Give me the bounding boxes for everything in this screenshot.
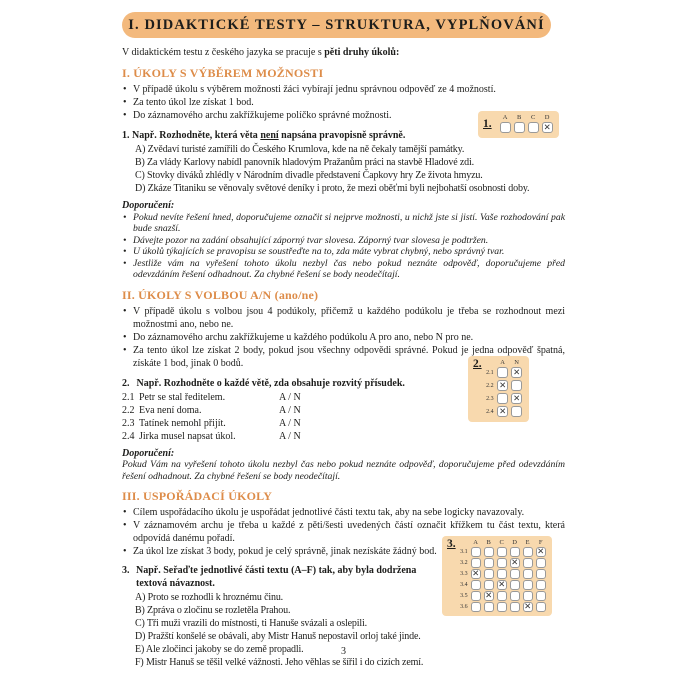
answer-checkbox[interactable] <box>528 122 539 133</box>
bullet-item: • Cílem uspořádacího úkolu je uspořádat jednotlivé části textu tak, aby na sebe logicky navazovaly. <box>122 506 565 519</box>
answer-checkbox-checked[interactable] <box>523 602 533 612</box>
example-1-number: 1. <box>122 130 130 141</box>
item-answer-choices: A / N <box>279 430 301 442</box>
answer-checkbox-checked[interactable] <box>471 569 481 579</box>
example-1-options <box>122 143 565 195</box>
answer-checkbox-checked[interactable] <box>497 380 508 391</box>
answer-checkbox[interactable] <box>536 602 546 612</box>
page-number: 3 <box>341 646 346 657</box>
advice-item: • Jestliže vám na vyřešení tohoto úkolu nezbyl čas nebo pokud neznáte odpověď, doporučujeme před odevzdáním řešení odhadnout. Za chybné řešení se body neodečítají. <box>122 258 565 281</box>
answer-checkbox[interactable] <box>511 406 522 417</box>
option-item: A) Zvědaví turisté zamířili do Českého Krumlova, kde na ně čekaly tamější památky. <box>135 144 465 155</box>
option-item: E) Ale zločinci jakoby se do země propadli. <box>135 644 304 655</box>
answer-checkbox[interactable] <box>484 558 494 568</box>
item-text: Petr se stal ředitelem. <box>139 391 226 403</box>
answer-checkbox[interactable] <box>536 580 546 590</box>
answer-grid-table <box>459 539 548 612</box>
option-item: D) Zkáze Titaniku se věnovaly světové deníky i proto, že mezi oběťmi byli nejbohatší osobnosti doby. <box>135 183 530 194</box>
bullet-item: • V záznamovém archu je třeba u každé z pěti/šesti uvedených částí označit křížkem tu část textu, která odpovídá danému pořadí. <box>122 519 565 545</box>
answer-grid-table <box>495 114 555 134</box>
answer-checkbox[interactable] <box>484 547 494 557</box>
answer-checkbox[interactable] <box>514 122 525 133</box>
example-3-number: 3. <box>122 565 130 576</box>
grid-row-label: 3.4 <box>460 581 468 588</box>
grid-row-label: 3.1 <box>460 548 468 555</box>
yes-no-item <box>122 430 565 443</box>
option-item: F) Mistr Hanuš se těšil velké vážnosti. Jeho věhlas se šířil i do cizích zemí. <box>135 657 424 668</box>
option-item: C) Stovky diváků zhlédly v Národním divadle představení Čapkovy hry Ze života hmyzu. <box>135 170 483 181</box>
page-title: I. DIDAKTICKÉ TESTY – STRUKTURA, VYPLŇOVÁNÍ <box>128 16 545 33</box>
advice-2-title: Doporučení: <box>122 447 175 459</box>
grid-column-label: B <box>486 539 491 546</box>
answer-checkbox[interactable] <box>471 558 481 568</box>
item-answer-choices: A / N <box>279 404 301 416</box>
answer-checkbox[interactable] <box>484 580 494 590</box>
answer-checkbox[interactable] <box>523 569 533 579</box>
answer-checkbox[interactable] <box>510 591 520 601</box>
option-item: B) Zpráva o zločinu se rozletěla Prahou. <box>135 605 291 616</box>
grid-column-label: C <box>499 539 504 546</box>
grid-row-label: 3.6 <box>460 603 468 610</box>
section-2-heading: II. ÚKOLY S VOLBOU A/N (ano/ne) <box>122 287 319 302</box>
answer-checkbox[interactable] <box>536 558 546 568</box>
item-number: 2.2 <box>122 404 135 416</box>
answer-checkbox[interactable] <box>510 602 520 612</box>
answer-checkbox[interactable] <box>497 569 507 579</box>
answer-checkbox-checked[interactable] <box>511 367 522 378</box>
item-number: 2.1 <box>122 391 135 403</box>
answer-checkbox[interactable] <box>510 569 520 579</box>
grid-column-label: E <box>525 539 530 546</box>
grid-column-label: F <box>538 539 543 546</box>
answer-checkbox[interactable] <box>511 380 522 391</box>
grid-corner <box>485 359 496 366</box>
advice-item: • Pokud nevíte řešení hned, doporučujeme označit si nejprve možnosti, u nichž jste si jistí. Vaše rozhodování pak bude snazší. <box>122 212 565 235</box>
page-title-banner <box>122 12 551 38</box>
grid-column-label: A <box>473 539 478 546</box>
answer-checkbox[interactable] <box>523 580 533 590</box>
grid-row-label: 3.2 <box>460 559 468 566</box>
grid-column-label: D <box>512 539 517 546</box>
answer-checkbox[interactable] <box>484 602 494 612</box>
grid-row-label: 2.2 <box>486 382 494 389</box>
grid-column-label: A <box>500 359 505 366</box>
answer-checkbox[interactable] <box>497 558 507 568</box>
advice-1-title: Doporučení: <box>122 200 175 211</box>
answer-checkbox[interactable] <box>523 591 533 601</box>
answer-checkbox[interactable] <box>510 547 520 557</box>
section-3-heading: III. USPOŘÁDACÍ ÚKOLY <box>122 489 273 503</box>
grid-row-label: 3.5 <box>460 592 468 599</box>
grid-row-label: 2.1 <box>486 369 494 376</box>
answer-grid-2 <box>468 356 529 422</box>
grid-column-label: B <box>516 114 522 121</box>
answer-checkbox[interactable] <box>523 558 533 568</box>
answer-checkbox[interactable] <box>510 580 520 590</box>
grid-number: 3. <box>447 538 456 550</box>
example-3-text: Např. Seřaďte jednotlivé části textu (A–F) tak, aby byla dodržena textová návaznost. <box>136 565 417 589</box>
bullet-item: • Do záznamového archu zakřížkujeme políčko správné možnosti. <box>122 109 565 122</box>
answer-grid-1 <box>478 111 559 138</box>
answer-checkbox[interactable] <box>471 602 481 612</box>
advice-1-list <box>122 212 565 281</box>
grid-row-label: 2.3 <box>486 395 494 402</box>
item-text: Eva není doma. <box>139 404 202 416</box>
option-item: D) Pražští konšelé se obávali, aby Mistr Hanuš nepostavil orloj také jinde. <box>135 631 421 642</box>
answer-checkbox-checked[interactable] <box>497 580 507 590</box>
item-number: 2.3 <box>122 417 135 429</box>
item-answer-choices: A / N <box>279 391 301 403</box>
grid-column-label: D <box>544 114 550 121</box>
intro-text: V didaktickém testu z českého jazyka se pracuje s <box>122 47 325 58</box>
example-2-text: Např. Rozhodněte o každé větě, zda obsahuje rozvitý přísudek. <box>136 377 405 389</box>
example-1-underlined-word: není <box>260 130 279 141</box>
bullet-item: • Do záznamového archu zakřížkujeme u každého podúkolu A pro ano, nebo N pro ne. <box>122 331 565 344</box>
grid-row-label: 2.4 <box>486 408 494 415</box>
answer-checkbox-checked[interactable] <box>542 122 553 133</box>
answer-checkbox[interactable] <box>497 393 508 404</box>
option-item: C) Tři muži vrazili do místnosti, ti Hanuše svázali a oslepili. <box>135 618 367 629</box>
option-item: A) Proto se rozhodli k hroznému činu. <box>135 592 284 603</box>
item-text: Tatínek nemohl přijít. <box>139 417 226 429</box>
answer-checkbox[interactable] <box>484 569 494 579</box>
advice-item: • Dávejte pozor na zadání obsahující záporný tvar slovesa. Záporný tvar slovesa je podtržen. <box>122 235 565 247</box>
bullet-item: • V případě úkolu s volbou jsou 4 podúkoly, přičemž u každého podúkolu je třeba se rozhodnout mezi možnostmi ano, nebo ne. <box>122 305 565 331</box>
advice-2-text: Pokud Vám na vyřešení tohoto úkolu nezbyl čas nebo pokud neznáte odpověď, doporučujeme před odevzdáním řešení odhadnout. Za chybné řešení se body neodečítají. <box>122 459 565 482</box>
example-1-text: Např. Rozhodněte, která věta <box>132 130 261 141</box>
answer-checkbox[interactable] <box>497 547 507 557</box>
grid-column-label: A <box>502 114 508 121</box>
answer-checkbox[interactable] <box>536 591 546 601</box>
answer-grid-3 <box>442 536 552 616</box>
example-1-text-end: napsána pravopisně správně. <box>278 130 406 141</box>
example-2-number: 2. <box>122 377 130 389</box>
intro-bold-text: pěti druhy úkolů: <box>324 47 400 58</box>
bullet-item: • Za tento úkol lze získat 2 body, pokud jsou všechny odpovědi správné. Pokud je jedna odpověď špatná, získáte 1 bod, jinak 0 bodů. <box>122 344 565 370</box>
answer-checkbox[interactable] <box>497 367 508 378</box>
grid-row-label: 3.3 <box>460 570 468 577</box>
answer-checkbox[interactable] <box>471 580 481 590</box>
bullet-item: • Za tento úkol lze získat 1 bod. <box>122 96 565 109</box>
answer-grid-table <box>485 359 524 418</box>
answer-checkbox-checked[interactable] <box>497 406 508 417</box>
answer-checkbox[interactable] <box>471 591 481 601</box>
grid-number: 2. <box>473 358 482 370</box>
section-1-heading: I. ÚKOLY S VÝBĚREM MOŽNOSTI <box>122 66 324 80</box>
item-text: Jirka musel napsat úkol. <box>139 430 236 442</box>
bullet-item: • V případě úkolu s výběrem možnosti žáci vybírají jednu správnou odpověď ze 4 možností. <box>122 83 565 96</box>
grid-corner <box>459 539 470 546</box>
intro-paragraph <box>122 46 565 59</box>
answer-checkbox[interactable] <box>523 547 533 557</box>
bullet-item: • Za úkol lze získat 3 body, pokud je celý správně, jinak nezískáte žádný bod. <box>122 545 565 558</box>
answer-checkbox-checked[interactable] <box>484 591 494 601</box>
grid-number: 1. <box>483 117 492 130</box>
answer-checkbox[interactable] <box>536 569 546 579</box>
answer-checkbox[interactable] <box>497 602 507 612</box>
answer-checkbox[interactable] <box>471 547 481 557</box>
answer-checkbox-checked[interactable] <box>510 558 520 568</box>
advice-item: • U úkolů týkajících se pravopisu se soustřeďte na to, zda máte vybrat chybný, nebo správný tvar. <box>122 246 565 258</box>
grid-column-label: C <box>530 114 536 121</box>
item-answer-choices: A / N <box>279 417 301 429</box>
answer-checkbox[interactable] <box>500 122 511 133</box>
option-item: B) Za vlády Karlovy nabídl panovník hladovým Pražanům práci na stavbě Hladové zdi. <box>135 157 474 168</box>
item-number: 2.4 <box>122 430 135 442</box>
answer-checkbox[interactable] <box>497 591 507 601</box>
grid-column-label: N <box>514 359 519 366</box>
answer-checkbox-checked[interactable] <box>511 393 522 404</box>
answer-checkbox-checked[interactable] <box>536 547 546 557</box>
